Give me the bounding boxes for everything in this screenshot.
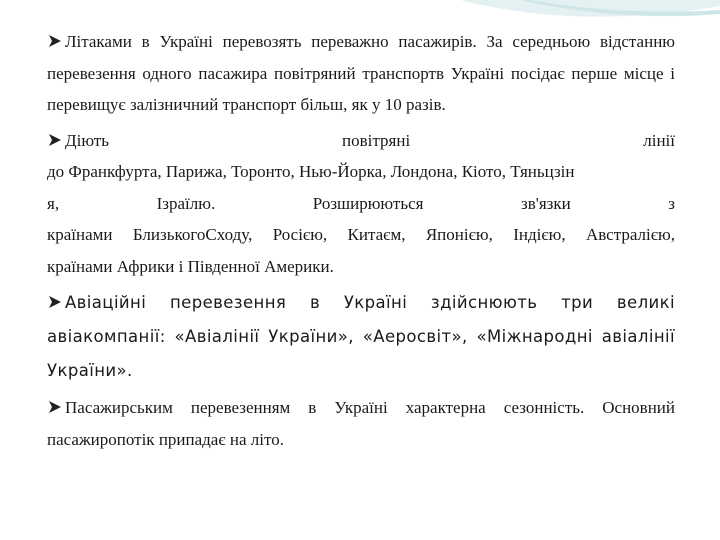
arrow-bullet-icon [47,34,63,48]
paragraph-airlines [47,286,675,388]
paragraph-seasonality [47,392,675,455]
paragraph-text: Пасажирським перевезенням в Україні характерна сезонність. Основний пасажиропотік припадає на літо. [47,398,675,449]
routes-line: країнами БлизькогоСходу, Росією, Китаєм, Японією, Індією, Австралією, [47,225,675,244]
routes-line [47,125,675,157]
paragraph-passengers [47,26,675,121]
arrow-bullet-icon [47,400,63,414]
routes-line-text: Діють повітряні лінії [65,130,675,150]
slide-body [47,26,675,459]
routes-line: я, Ізраїлю. Розширюються зв'язки з [47,193,675,213]
arrow-bullet-icon [47,295,63,309]
paragraph-text: Авіаційні перевезення в Україні здійснюють три великі авіакомпанії: «Авіалінії України», «Аеросвіт», «Міжнародні авіалінії України». [47,293,675,380]
paragraph-text: Літаками в Україні перевозять переважно пасажирів. За середньою відстанню перевезення одного пасажира повітряний транспортв Україні посідає перше місце і перевищує залізничний транспорт більш, як у 10 разів. [47,32,675,114]
routes-line: до Франкфурта, Парижа, Торонто, Нью-Йорка, Лондона, Кіото, Тяньцзін [47,162,575,181]
paragraph-routes [47,125,675,283]
arrow-bullet-icon [47,133,63,147]
routes-line: країнами Африки і Південної Америки. [47,256,334,276]
